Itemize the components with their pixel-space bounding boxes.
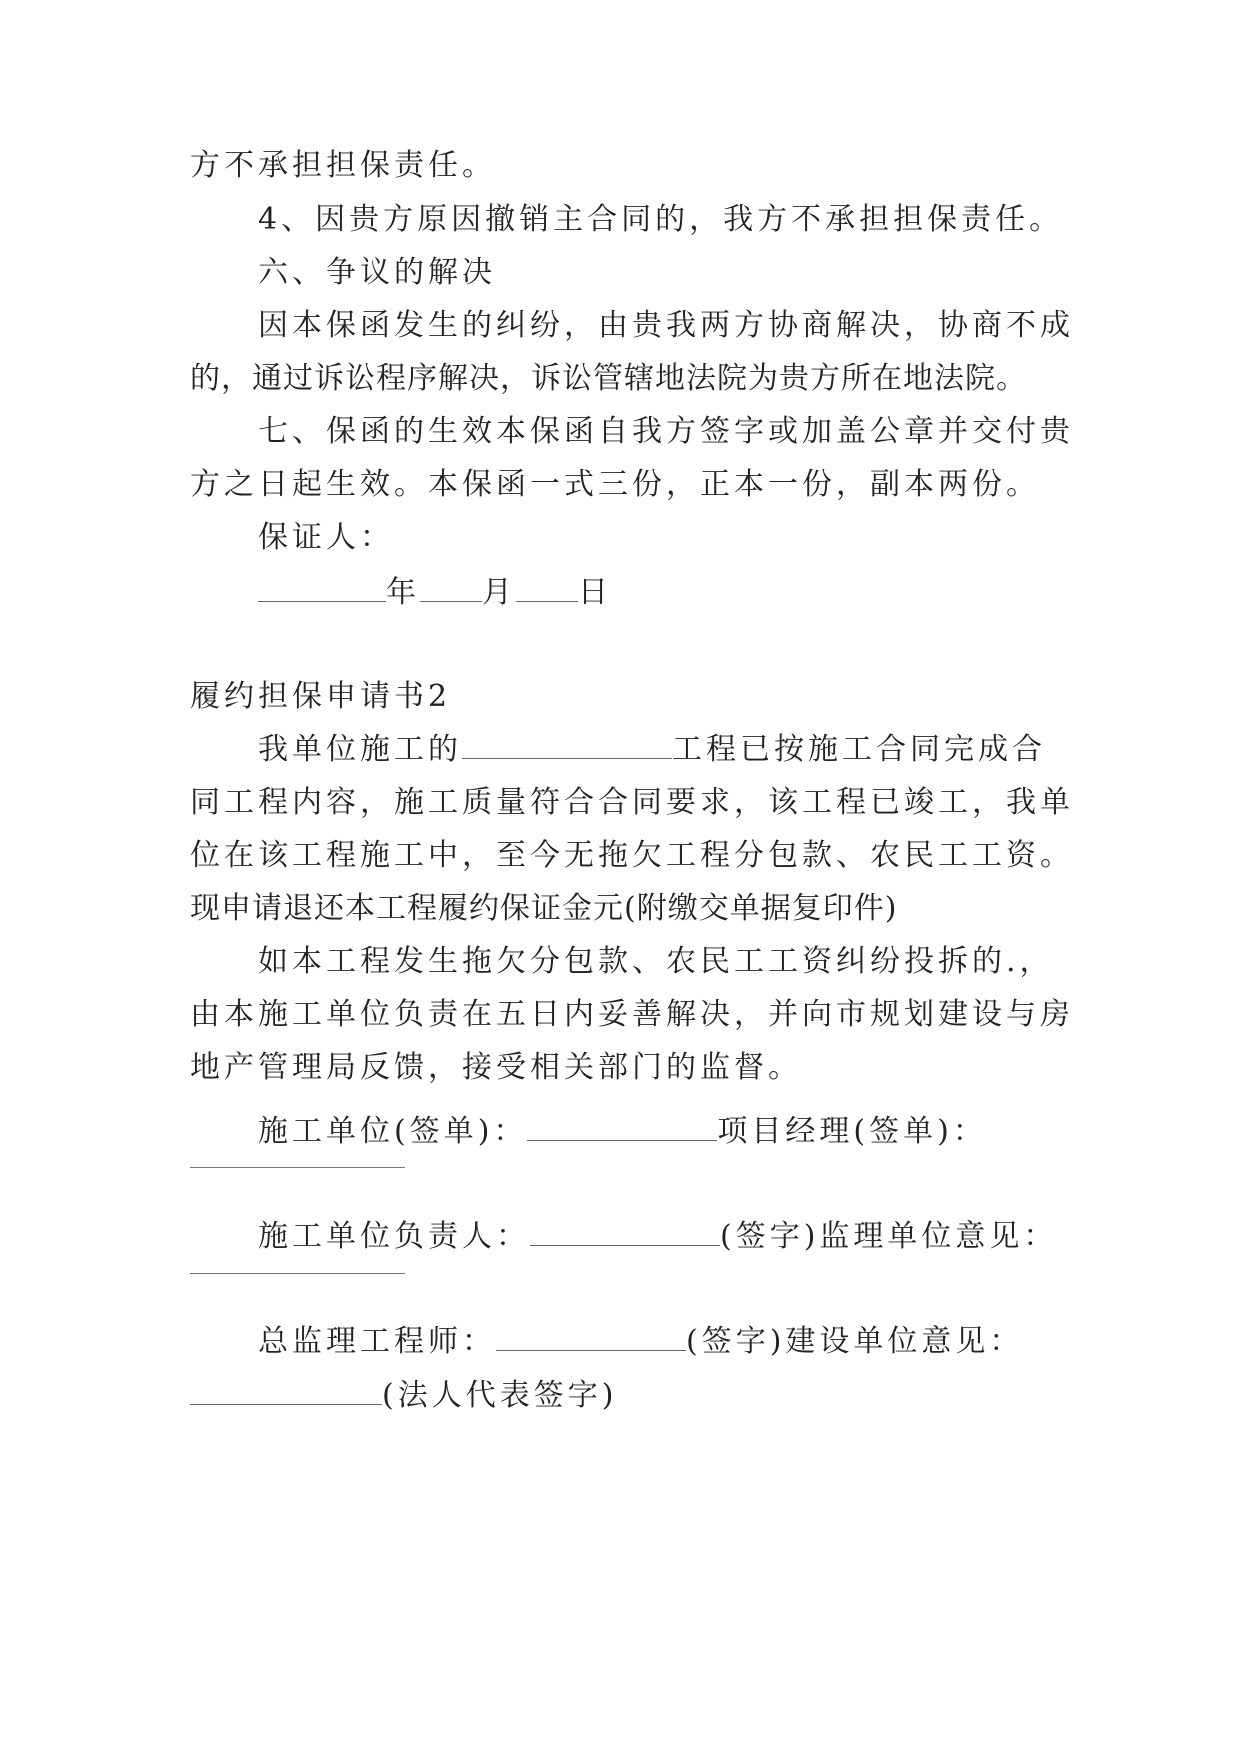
month-label: 月 bbox=[482, 575, 516, 610]
project-name-blank bbox=[462, 732, 672, 759]
paragraph-line bbox=[258, 730, 1070, 770]
year-blank bbox=[258, 575, 386, 602]
legal-rep-blank bbox=[190, 1378, 382, 1405]
signature-line bbox=[258, 1112, 1070, 1152]
signature-rule bbox=[190, 1273, 405, 1274]
year-label: 年 bbox=[386, 575, 420, 610]
paragraph-line: 由本施工单位负责在五日内妥善解决，并向市规划建设与房 bbox=[190, 997, 1074, 1032]
project-manager-label: 项目经理(签单)： bbox=[717, 1114, 987, 1149]
text-run: 我单位施工的 bbox=[258, 732, 462, 767]
day-label: 日 bbox=[578, 575, 612, 610]
paragraph-line: 地产管理局反馈，接受相关部门的监督。 bbox=[190, 1050, 802, 1085]
signature-line bbox=[258, 1322, 1070, 1362]
clause-4: 4、因贵方原因撤销主合同的，我方不承担担保责任。 bbox=[258, 202, 1064, 237]
contractor-label: 施工单位(签单)： bbox=[258, 1114, 528, 1149]
guarantor-label: 保证人： bbox=[258, 520, 394, 555]
signature-line bbox=[190, 1376, 1070, 1416]
contractor-head-blank bbox=[530, 1219, 720, 1246]
signature-rule bbox=[190, 1167, 405, 1168]
contractor-blank bbox=[527, 1114, 717, 1141]
paragraph-line: 七、保函的生效本保函自我方签字或加盖公章并交付贵 bbox=[258, 414, 1074, 449]
paragraph-line: 方之日起生效。本保函一式三份，正本一份，副本两份。 bbox=[190, 467, 1040, 502]
legal-rep-label: (法人代表签字) bbox=[382, 1378, 618, 1413]
month-blank bbox=[420, 575, 482, 602]
paragraph-line: 因本保函发生的纠纷，由贵我两方协商解决，协商不成 bbox=[258, 308, 1074, 343]
day-blank bbox=[516, 575, 578, 602]
text-run: 工程已按施工合同完成合 bbox=[672, 732, 1046, 767]
paragraph-line: 位在该工程施工中，至今无拖欠工程分包款、农民工工资。 bbox=[190, 838, 1074, 873]
section-heading: 六、争议的解决 bbox=[258, 255, 496, 290]
paragraph-line: 同工程内容，施工质量符合合同要求，该工程已竣工，我单 bbox=[190, 785, 1074, 820]
paragraph-line: 现申请退还本工程履约保证金元(附缴交单据复印件) bbox=[190, 891, 898, 926]
signature-note: (签字) bbox=[686, 1324, 786, 1359]
date-line bbox=[258, 573, 1070, 613]
paragraph-line: 方不承担担保责任。 bbox=[190, 148, 496, 183]
document-title: 履约担保申请书2 bbox=[190, 679, 452, 714]
paragraph-line: 的，通过诉讼程序解决，诉讼管辖地法院为贵方所在地法院。 bbox=[190, 361, 1027, 396]
supervision-opinion-label: 监理单位意见： bbox=[819, 1219, 1058, 1254]
contractor-head-label: 施工单位负责人： bbox=[258, 1219, 530, 1254]
signature-note: (签字) bbox=[720, 1219, 820, 1254]
chief-supervisor-label: 总监理工程师： bbox=[258, 1324, 496, 1359]
chief-supervisor-blank bbox=[496, 1324, 686, 1351]
paragraph-line: 如本工程发生拖欠分包款、农民工工资纠纷投拆的.， bbox=[258, 944, 1054, 979]
signature-line bbox=[258, 1217, 1070, 1257]
owner-opinion-label: 建设单位意见： bbox=[785, 1324, 1024, 1359]
